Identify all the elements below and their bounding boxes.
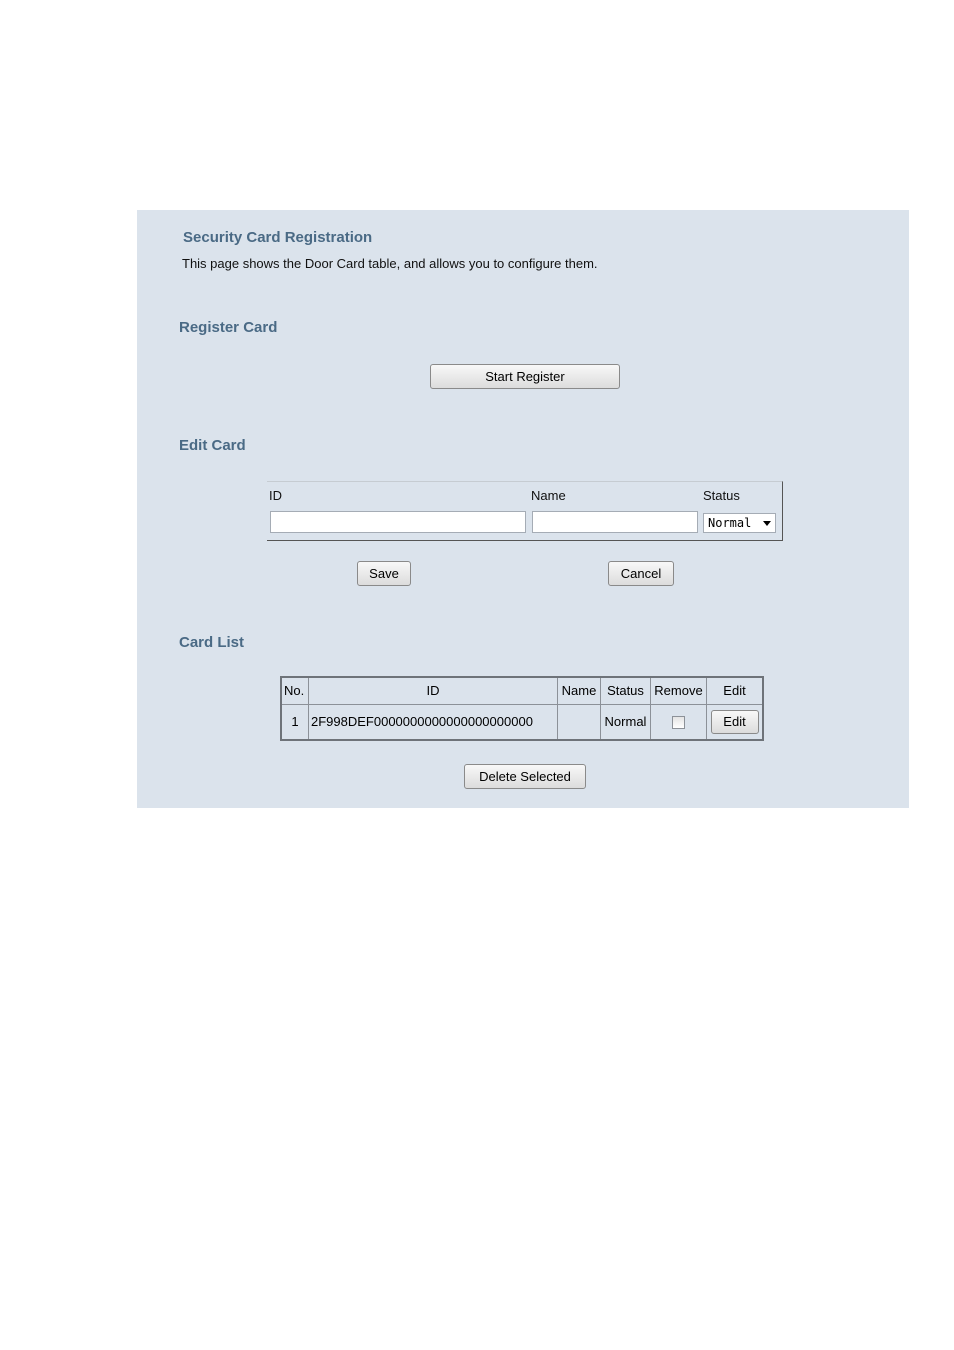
page-description: This page shows the Door Card table, and allows you to configure them. bbox=[182, 256, 598, 271]
column-header-id: ID bbox=[309, 677, 558, 704]
chevron-down-icon bbox=[763, 521, 771, 526]
status-select[interactable] bbox=[703, 513, 776, 533]
status-select-value: Normal bbox=[708, 516, 752, 530]
card-list-heading: Card List bbox=[179, 634, 245, 651]
edit-row-button[interactable]: Edit bbox=[711, 710, 759, 734]
card-no: 1 bbox=[281, 704, 309, 740]
status-field-label: Status bbox=[703, 488, 740, 503]
start-register-button[interactable]: Start Register bbox=[430, 364, 620, 389]
name-input[interactable] bbox=[532, 511, 698, 533]
column-header-no: No. bbox=[281, 677, 309, 704]
column-header-edit: Edit bbox=[707, 677, 764, 704]
security-card-panel bbox=[137, 210, 909, 808]
register-card-heading: Register Card bbox=[179, 319, 278, 336]
card-id: 2F998DEF0000000000000000000000 bbox=[309, 704, 558, 740]
card-name bbox=[558, 704, 601, 740]
page-title: Security Card Registration bbox=[183, 229, 373, 246]
edit-cell bbox=[707, 704, 764, 740]
column-header-name: Name bbox=[558, 677, 601, 704]
cancel-button[interactable]: Cancel bbox=[608, 561, 674, 586]
card-list-table bbox=[280, 676, 764, 741]
edit-card-form bbox=[267, 481, 783, 541]
edit-card-heading: Edit Card bbox=[179, 437, 246, 454]
remove-checkbox[interactable] bbox=[672, 716, 685, 729]
id-input[interactable] bbox=[270, 511, 526, 533]
delete-selected-button[interactable]: Delete Selected bbox=[464, 764, 586, 789]
remove-cell bbox=[651, 704, 707, 740]
id-field-label: ID bbox=[269, 488, 282, 503]
column-header-remove: Remove bbox=[651, 677, 707, 704]
column-header-status: Status bbox=[601, 677, 651, 704]
name-field-label: Name bbox=[531, 488, 566, 503]
table-header-row bbox=[281, 677, 763, 704]
card-status: Normal bbox=[601, 704, 651, 740]
save-button[interactable]: Save bbox=[357, 561, 411, 586]
table-row bbox=[281, 704, 763, 740]
